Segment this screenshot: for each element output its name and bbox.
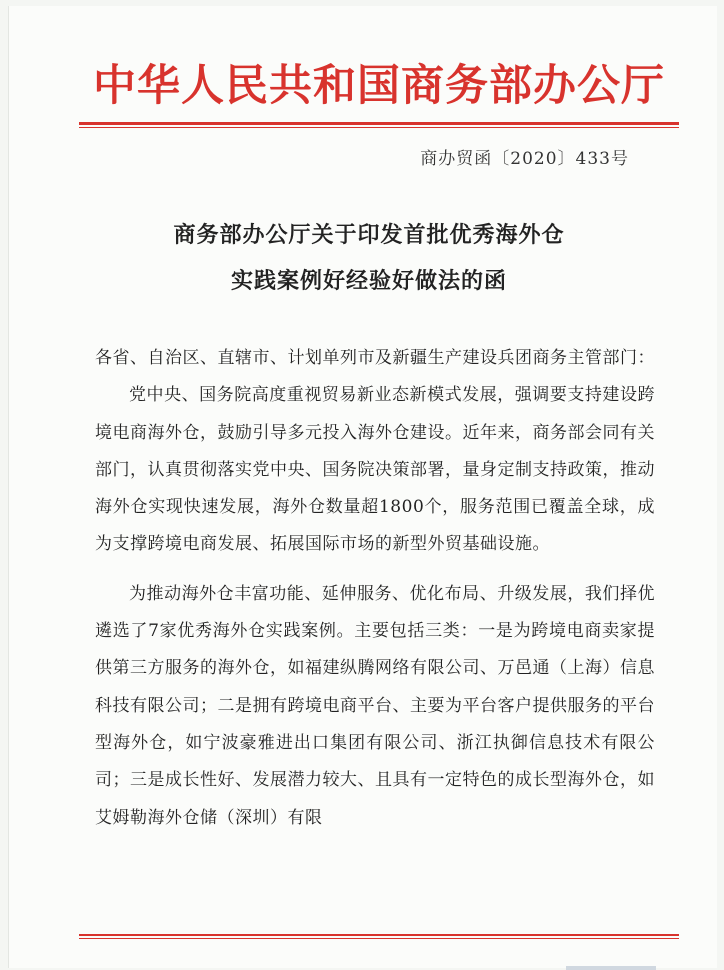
letterhead-title: 中华人民共和国商务部办公厅 <box>93 61 665 111</box>
document-title-line-1: 商务部办公厅关于印发首批优秀海外仓 <box>173 222 565 248</box>
document-title-line-2: 实践案例好经验好做法的函 <box>230 268 507 294</box>
paragraph-1: 党中央、国务院高度重视贸易新业态新模式发展，强调要支持建设跨境电商海外仓，鼓励引导多元投入海外仓建设。近年来，商务部会同有关部门，认真贯彻落实党中央、国务院决策部署，量身定制支持政策，推动海外仓实现快速发展，海外仓数量超1800个，服务范围已覆盖全球，成为支撑跨境电商发展、拓展国际市场的新型外贸基础设施。 <box>95 385 655 555</box>
scroll-indicator <box>566 966 656 970</box>
document-number: 商办贸函〔2020〕433号 <box>420 149 629 169</box>
footer-red-rule <box>79 934 679 936</box>
salutation: 各省、自治区、直辖市、计划单列市及新疆生产建设兵团商务主管部门： <box>95 348 655 368</box>
document-body <box>95 340 655 837</box>
document-page <box>8 6 717 968</box>
paragraph-2: 为推动海外仓丰富功能、延伸服务、优化布局、升级发展，我们择优遴选了7家优秀海外仓实践案例。主要包括三类：一是为跨境电商卖家提供第三方服务的海外仓，如福建纵腾网络有限公司、万邑通（上海）信息科技有限公司；二是拥有跨境电商平台、主要为平台客户提供服务的平台型海外仓，如宁波豪雅进出口集团有限公司、浙江执御信息技术有限公司；三是成长性好、发展潜力较大、且具有一定特色的成长型海外仓，如艾姆勒海外仓储（深圳）有限 <box>95 583 655 828</box>
footer-red-rule-thin <box>79 938 679 939</box>
letterhead-red-rule-thin <box>79 127 679 128</box>
letterhead-red-rule <box>79 122 679 125</box>
